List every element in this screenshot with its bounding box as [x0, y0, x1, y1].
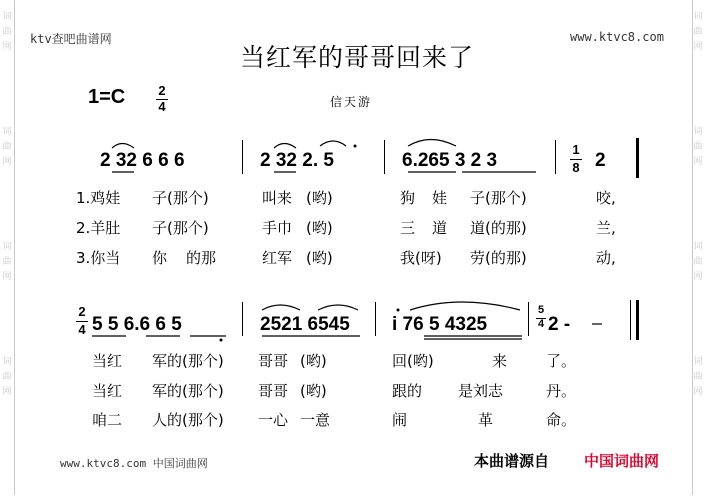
- row1-lyric-2-g: 道(的那): [470, 219, 527, 237]
- row1-lyric-3-f: 我(呀): [400, 249, 442, 267]
- row2-lyric-3-a: 咱二: [92, 411, 123, 429]
- row2-time-change-top: 2: [78, 304, 86, 319]
- row2-lyric-3-f: 革: [478, 411, 494, 429]
- row1-last-note: 2: [595, 150, 606, 171]
- row2-lyric-2-e: 跟的: [392, 382, 423, 400]
- footer-site[interactable]: www.ktvc8.com 中国词曲网: [60, 457, 208, 470]
- row2-lyric-1-b: 军的(那个): [152, 352, 224, 370]
- header-site-right[interactable]: www.ktvc8.com: [570, 30, 664, 44]
- row1-lyric-2-e: 三: [400, 219, 416, 237]
- right-watermark-2: 词 曲 网: [693, 127, 703, 167]
- right-watermark-4: 词 曲 网: [693, 357, 703, 397]
- row1-high-dot-1: [354, 145, 357, 148]
- header-site-left[interactable]: ktv查吧曲谱网: [30, 32, 112, 46]
- song-title: 当红军的哥哥回来了: [240, 43, 475, 72]
- row2-measure-2: 2521 6545: [260, 314, 350, 335]
- row1-lyric-2-c: 手巾: [262, 219, 293, 237]
- row1-lyric-3-e: (哟): [306, 249, 333, 267]
- row2-lyric-2-f: 是刘志: [458, 382, 504, 400]
- row1-lyric-3-c: 的那: [186, 249, 217, 267]
- row2-lyric-1-f: 来: [492, 352, 508, 370]
- song-author: 信天游: [330, 95, 373, 109]
- row1-slur-1: [112, 144, 134, 149]
- row1-measure-2: 2 32 2. 5: [260, 150, 334, 171]
- row1-lyric-2-b: 子(那个): [152, 219, 209, 237]
- left-watermark-4: 词 曲 网: [2, 357, 12, 397]
- row1-lyric-3-g: 劳(的那): [470, 249, 527, 267]
- time-signature-bottom: 4: [158, 99, 166, 114]
- row2-lyric-1-a: 当红: [92, 352, 123, 370]
- source-label: 本曲谱源自: [474, 452, 550, 470]
- row2-lyric-3-c: 一心: [258, 411, 289, 429]
- row1-lyric-1-a: 1.鸡娃: [76, 189, 121, 207]
- row2-lyric-2-c: 哥哥: [258, 382, 289, 400]
- row2-lyric-2-a: 当红: [92, 382, 123, 400]
- row1-slur-2: [274, 144, 296, 149]
- row2-slur-2: [318, 305, 358, 310]
- row2-last-note: 2 -: [548, 314, 571, 335]
- row2-time-change-bottom: 4: [78, 322, 86, 337]
- row1-lyric-1-f: 娃: [432, 189, 448, 207]
- row1-lyric-2-d: (哟): [306, 219, 333, 237]
- row2-lyric-3-e: 闹: [392, 411, 408, 429]
- row1-lyric-1-d: (哟): [306, 189, 333, 207]
- row2-lyric-3-b: 人的(那个): [152, 411, 224, 429]
- row1-lyric-3-b: 你: [152, 249, 168, 267]
- row2-lyric-3-d: 一意: [300, 411, 331, 429]
- right-watermark-3: 词 曲 网: [693, 242, 703, 282]
- row2-measure-3: i 76 5 4325: [392, 314, 488, 335]
- row2-time-change2-top: 5: [537, 304, 545, 316]
- left-watermark-3: 词 曲 网: [2, 242, 12, 282]
- row1-lyric-1-b: 子(那个): [152, 189, 209, 207]
- row2-measure-1: 5 5 6.6 6 5: [92, 314, 182, 335]
- row2-lyric-1-c: 哥哥: [258, 352, 289, 370]
- row1-lyric-1-e: 狗: [400, 189, 416, 207]
- row1-lyric-1-h: 咬,: [596, 189, 616, 207]
- right-watermark-1: 词 曲 网: [693, 12, 703, 52]
- left-watermark-2: 词 曲 网: [2, 127, 12, 167]
- row2-slur-3: [410, 302, 520, 310]
- row1-lyric-2-h: 兰,: [596, 219, 616, 237]
- row2-lyric-3-g: 命。: [546, 411, 577, 429]
- key-signature: 1=C: [88, 86, 126, 108]
- time-signature-top: 2: [158, 83, 166, 98]
- row2-lyric-2-b: 军的(那个): [152, 382, 224, 400]
- row2-lyric-1-e: 回(哟): [392, 352, 434, 370]
- row2-lyric-2-g: 丹。: [546, 382, 577, 400]
- row1-lyric-3-h: 动,: [596, 249, 616, 267]
- row2-lyric-2-d: (哟): [300, 382, 327, 400]
- row1-lyric-1-g: 子(那个): [470, 189, 527, 207]
- row2-low-dot-1: [220, 339, 223, 342]
- row1-lyric-1-c: 叫来: [262, 189, 293, 207]
- row1-slur-3: [320, 141, 346, 146]
- row2-lyric-1-d: (哟): [300, 352, 327, 370]
- row2-slur-1: [262, 305, 300, 310]
- row1-time-change-bottom: 8: [572, 160, 580, 175]
- row2-lyric-1-g: 了。: [546, 352, 577, 370]
- row1-lyric-2-f: 道: [432, 219, 448, 237]
- source-name[interactable]: 中国词曲网: [584, 452, 660, 470]
- row1-measure-1: 2 32 6 6 6: [100, 150, 185, 171]
- row1-lyric-3-a: 3.你当: [76, 249, 121, 267]
- row2-high-dot-1: [397, 309, 400, 312]
- row1-measure-3: 6.265 3 2 3: [402, 150, 498, 171]
- row1-time-change-top: 1: [572, 142, 580, 157]
- left-watermark-1: 词 曲 网: [2, 12, 12, 52]
- row2-time-change2-bottom: 4: [537, 318, 545, 330]
- row1-slur-4: [408, 140, 456, 147]
- row1-lyric-3-d: 红军: [262, 249, 293, 267]
- row1-lyric-2-a: 2.羊肚: [76, 219, 121, 237]
